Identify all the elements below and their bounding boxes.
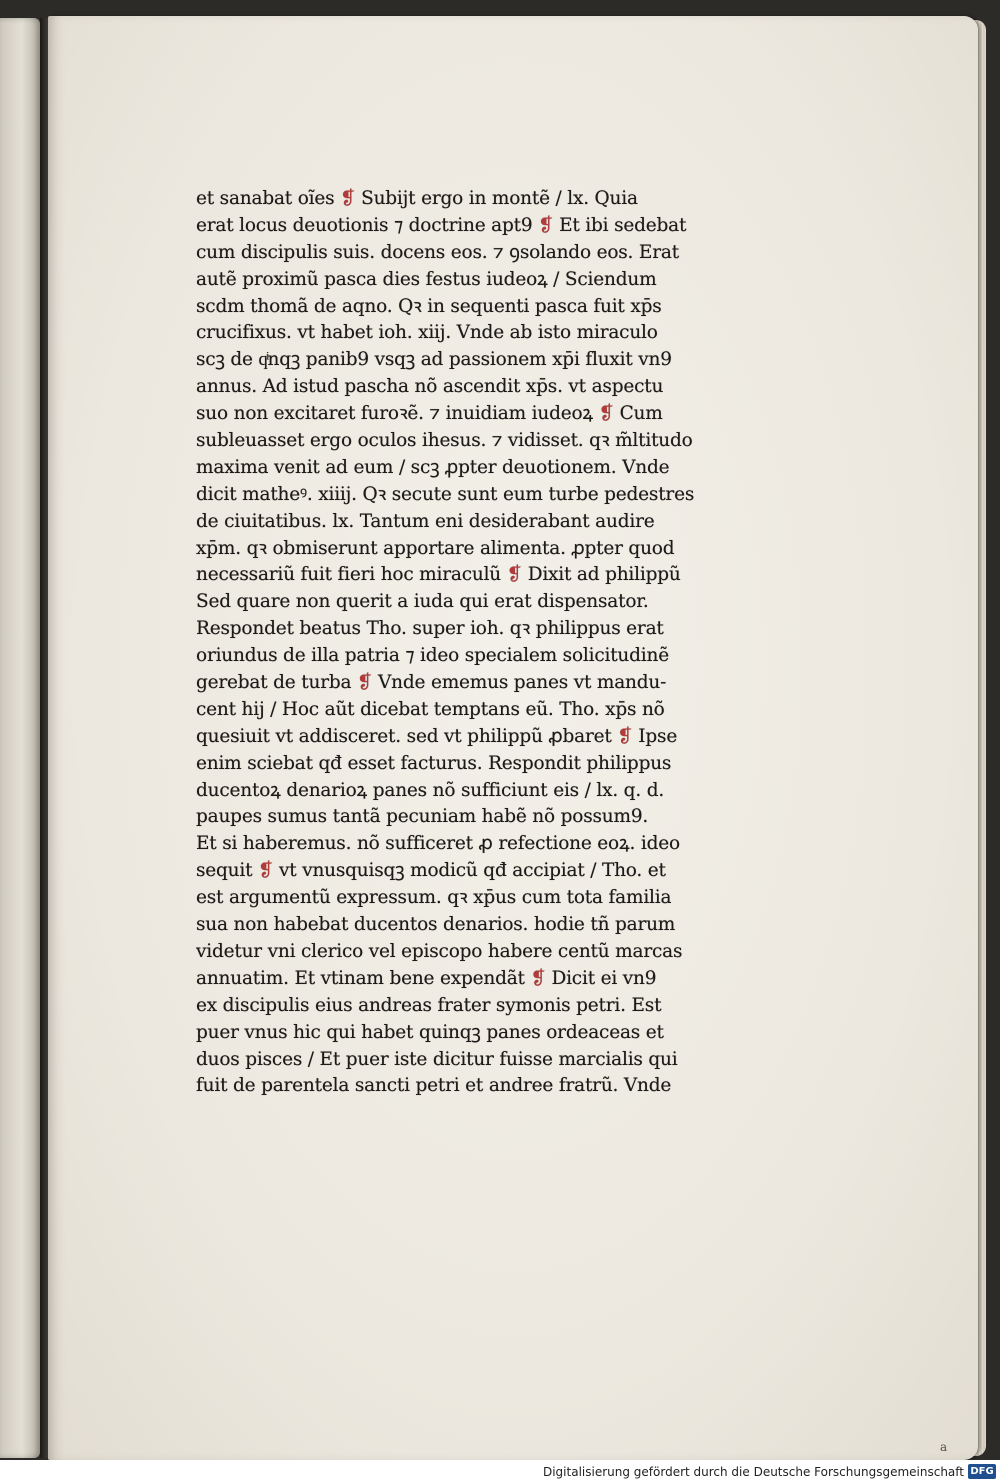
footer-text: Digitalisierung gefördert durch die Deutsche Forschungsgemeinschaft xyxy=(542,1465,964,1479)
text-line: videtur vni clerico vel episcopo habere centũ marcas xyxy=(196,940,683,962)
rubric-paragraph-mark: ❡ xyxy=(506,564,523,586)
footer-bar xyxy=(0,1460,1000,1484)
text-line: quesiuit vt addisceret. sed vt philippũ ꝓbaret ❡ Ipse xyxy=(196,725,678,747)
text-line: maxima venit ad eum / scꝫ ꝓpter deuotionem. Vnde xyxy=(196,456,670,478)
text-line: et sanabat oĩes ❡ Subijt ergo in montẽ / lx. Quia xyxy=(196,188,638,209)
text-line: sequit ❡ vt vnusquisqꝫ modicũ qđ accipiat / Tho. et xyxy=(196,860,666,882)
text-line: suo non excitaret furoꝛẽ. ⁊ inuidiam iudeoꝝ ❡ Cum xyxy=(196,403,663,425)
text-line: Respondet beatus Tho. super ioh. qꝛ philippus erat xyxy=(196,618,664,640)
text-line: puer vnus hic qui habet quinqꝫ panes ordeaceas et xyxy=(196,1021,664,1043)
rubric-paragraph-mark: ❡ xyxy=(258,860,274,882)
text-line: annuatim. Et vtinam bene expendãt ❡ Dicit ei vn9 xyxy=(196,967,657,989)
text-line: Sed quare non querit a iuda qui erat dispensator. xyxy=(196,591,649,613)
left-facing-page xyxy=(0,18,40,1458)
text-line: subleuasset ergo oculos ihesus. ⁊ vidisset. qꝛ m̃ltitudo xyxy=(196,430,693,452)
text-line: erat locus deuotionis ⁊ doctrine apt9 ❡ Et ibi sedebat xyxy=(196,214,687,236)
text-line: gerebat de turba ❡ Vnde ememus panes vt mandu- xyxy=(196,672,667,694)
text-line: annus. Ad istud pascha nõ ascendit xp̄s. vt aspectu xyxy=(196,376,664,398)
text-block xyxy=(196,186,766,1100)
text-line: xp̄m. qꝛ obmiserunt apportare alimenta. ꝓpter quod xyxy=(196,537,675,559)
text-line: dicit matheꝰ. xiiij. Qꝛ secute sunt eum turbe pedestres xyxy=(196,483,695,505)
text-line: necessariũ fuit fieri hoc miraculũ ❡ Dixit ad philippũ xyxy=(196,564,681,586)
rubric-paragraph-mark: ❡ xyxy=(530,967,546,989)
rubric-paragraph-mark: ❡ xyxy=(598,403,614,425)
text-line: paupes sumus tantã pecuniam habẽ nõ possum9. xyxy=(196,806,649,828)
text-line: est argumentũ expressum. qꝛ xp̄us cum tota familia xyxy=(196,887,672,909)
text-line: autẽ proximũ pasca dies festus iudeoꝝ / Sciendum xyxy=(196,268,657,290)
rubric-paragraph-mark: ❡ xyxy=(538,214,554,236)
signature-mark: a xyxy=(940,1440,948,1454)
text-line: crucifixus. vt habet ioh. xiij. Vnde ab isto miraculo xyxy=(196,322,658,344)
text-line: ducentoꝝ denarioꝝ panes nõ sufficiunt eis / lx. q. d. xyxy=(196,779,665,801)
rubric-paragraph-mark: ❡ xyxy=(340,188,356,209)
dfg-logo: DFG xyxy=(968,1464,996,1479)
text-line: Et si haberemus. nõ sufficeret ꝓ refectione eoꝝ. ideo xyxy=(196,833,680,855)
text-line: cum discipulis suis. docens eos. ⁊ ꝯsolando eos. Erat xyxy=(196,241,679,263)
text-line: fuit de parentela sancti petri et andree fratrũ. Vnde xyxy=(196,1075,672,1097)
text-line: oriundus de illa patria ⁊ ideo specialem solicitudinẽ xyxy=(196,645,669,667)
text-line: sua non habebat ducentos denarios. hodie tñ parum xyxy=(196,914,676,936)
rubric-paragraph-mark: ❡ xyxy=(617,725,633,747)
text-line: cent hij / Hoc aũt dicebat temptans eũ. Tho. xp̄s nõ xyxy=(196,698,665,720)
text-line: ex discipulis eius andreas frater symonis petri. Est xyxy=(196,994,662,1016)
text-line: enim sciebat qđ esset facturus. Respondit philippus xyxy=(196,752,672,774)
page xyxy=(48,16,978,1460)
text-line: scꝫ de qͥnqꝫ panib9 vsqꝫ ad passionem xp̄i fluxit vn9 xyxy=(196,349,672,371)
text-line: scdm thomã de aqno. Qꝛ in sequenti pasca fuit xp̄s xyxy=(196,295,662,317)
text-line: de ciuitatibus. lx. Tantum eni desiderabant audire xyxy=(196,510,655,532)
rubric-paragraph-mark: ❡ xyxy=(357,672,373,694)
text-line: duos pisces / Et puer iste dicitur fuisse marcialis qui xyxy=(196,1048,678,1070)
